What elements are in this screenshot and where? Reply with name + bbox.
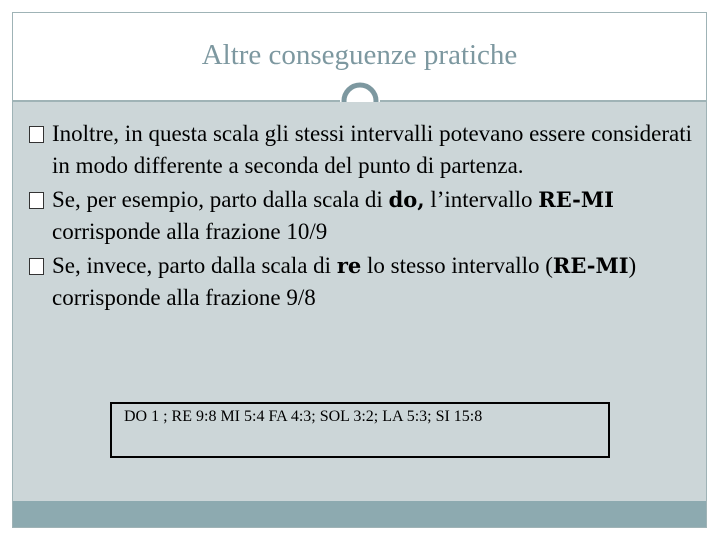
bullet-text: Inoltre, in questa scala gli stessi intervalli potevano essere considerati in modo differente a seconda del punto di partenza. [52,121,692,178]
bold-term: re [336,253,362,278]
bold-term: do, [388,187,425,212]
bullet-text-part: Se, invece, parto dalla scala di [52,253,337,278]
bullet-text-part: lo stesso intervallo ( [361,253,553,278]
scale-ratios-box: DO 1 ; RE 9:8 MI 5:4 FA 4:3; SOL 3:2; LA 5:3; SI 15:8 [110,402,610,458]
checkbox-bullet-icon [29,126,44,143]
checkbox-bullet-icon [29,192,44,209]
slide-content [13,102,706,503]
bullet-item-2 [25,184,695,248]
bullet-item-3 [25,250,695,314]
bullet-text-part: corrisponde alla frazione 10/9 [52,219,328,244]
bold-term: RE-MI [552,253,629,278]
bold-term: RE-MI [538,187,614,212]
slide-title: Altre conseguenze pratiche [201,39,518,71]
bullet-text-part: l’intervallo [424,187,539,212]
bullet-list [25,118,695,316]
checkbox-bullet-icon [29,258,44,275]
slide-frame [12,12,707,528]
bullet-item-1 [25,118,695,182]
bullet-text-part: ) corrisponde alla frazione 9/8 [52,253,637,310]
footer-bar [13,501,706,527]
bullet-text-part: Se, per esempio, parto dalla scala di [52,187,389,212]
